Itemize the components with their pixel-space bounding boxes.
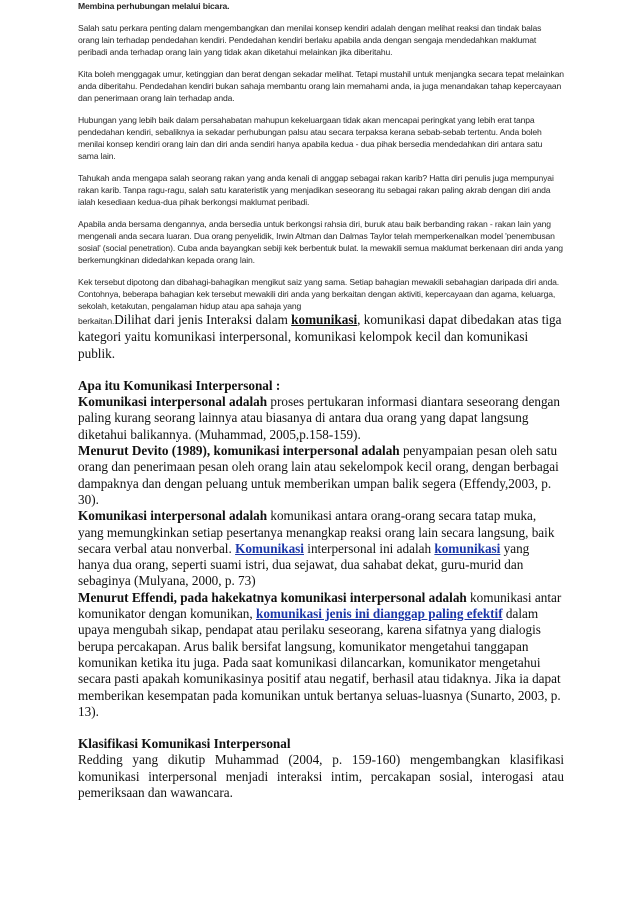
komunikasi-link[interactable]: komunikasi <box>291 312 358 327</box>
definition-3-text-a: komunikasi antara orang-orang secara tatap muka, yang memungkinkan setiap pesertanya menangkap reaksi orang lain secara langsung, baik secara verbal atau nonverbal. <box>78 508 555 556</box>
definition-4-bold: Menurut Effendi, pada hakekatnya komunikasi interpersonal adalah <box>78 589 467 605</box>
komunikasi-link[interactable]: Komunikasi <box>235 540 304 556</box>
section-title: Membina perhubungan melalui bicara. <box>78 1 230 11</box>
definition-3-text-c: yang hanya dua orang, seperti suami istri, dua sejawat, dua sahabat dekat, guru-murid dan sebaginya (Mulyana, 2000, p. 73) <box>78 540 530 589</box>
classification-paragraph: Redding yang dikutip Muhammad (2004, p. 159-160) mengembangkan klasifikasi komunikasi interpersonal menjadi interaksi intim, percakapan sosial, interogasi atau pemeriksaan dan wawancara. <box>78 752 564 801</box>
definition-4-text-b: dalam upaya mengubah sikap, pendapat atau perilaku seseorang, karena sifatnya yang dialogis berupa percakapan. Arus balik bersifat langsung, komunikator mengetahui tanggapan komunikan ketika itu juga. Pada saat komunikasi dilancarkan, komunikator mengetahui secara pasti apakah komunikasinya positif atau negatif, berhasil atau tidaknya. Jika ia dapat memberikan kesempatan pada komunikan untuk bertanya seluas-luasnya (Sunarto, 2003, p. 13). <box>78 606 561 719</box>
definition-1 <box>78 394 564 443</box>
transition-lead: berkaitan. <box>78 316 115 326</box>
definition-3-text-b: interpersonal ini adalah <box>303 540 435 556</box>
definition-4 <box>78 590 564 720</box>
paragraph: Tahukah anda mengapa salah seorang rakan yang anda kenali di anggap sebagai rakan karib? Hatta diri penulis juga mempunyai rakan karib. Tanpa ragu-ragu, salah satu karateristik yang menjadikan seseorang itu sebagai rakan paling akrab dengan diri anda ialah kesediaan kedua-dua pihak berkongsi maklumat peribadi. <box>78 173 554 207</box>
transition-text-b: , komunikasi dapat dibedakan atas tiga kategori yaitu komunikasi interpersonal, komunikasi kelompok kecil dan komunikasi publik. <box>78 312 562 361</box>
sans-section <box>78 0 564 312</box>
definition-2 <box>78 443 564 508</box>
heading-apa-itu: Apa itu Komunikasi Interpersonal : <box>78 377 281 393</box>
paragraph: Hubungan yang lebih baik dalam persahabatan mahupun kekeluargaan tidak akan mencapai peringkat yang lebih erat tanpa pendedahan kendiri, sebaliknya ia sekadar perhubungan palsu atau secara terpaksa kerana sebab-sebab tertentu. Anda boleh menilai konsep kendiri orang lain dan diri anda sendiri hanya apabila kedua - dua pihak bersedia mendedahkan diri antara satu sama lain. <box>78 115 543 161</box>
paragraph: Kek tersebut dipotong dan dibahagi-bahagikan mengikut saiz yang sama. Setiap bahagian mewakili sebahagian daripada diri anda. Contohnya, beberapa bahagian kek tersebut mewakili diri anda yang berkaitan dengan aktiviti, kepercayaan dan agama, keluarga, sekolah, ketakutan, pengalaman hidup atau apa sahaja yang <box>78 277 559 311</box>
komunikasi-efektif-link[interactable]: komunikasi jenis ini dianggap paling efektif <box>256 606 503 622</box>
definition-1-text: proses pertukaran informasi diantara seseorang dengan paling kurang seorang lainnya atau biasanya di antara dua orang yang dapat langsung diketahui balikannya. (Muhammad, 2005,p.158-159). <box>78 394 561 442</box>
transition-paragraph <box>78 312 564 362</box>
heading-klasifikasi: Klasifikasi Komunikasi Interpersonal <box>78 736 291 752</box>
definition-2-text: penyampaian pesan oleh satu orang dan penerimaan pesan oleh orang lain atau sekelompok kecil orang, dengan berbagai dampaknya dan dengan peluang untuk memberikan umpan balik segera (Effendy,2003, p. 30). <box>78 443 559 507</box>
paragraph: Salah satu perkara penting dalam mengembangkan dan menilai konsep kendiri adalah dengan melihat reaksi dan tindak balas orang lain terhadap pendedahan kendiri. Pendedahan kendiri berlaku apabila anda dengan sengaja mendedahkan maklumat peribadi anda terhadap orang lain yang tidak akan diketahui melainkan jika diberitahu. <box>78 23 542 57</box>
definition-4-text-a: komunikasi antar komunikator dengan komunikan, <box>78 589 562 622</box>
transition-text-a: Dilihat dari jenis Interaksi dalam <box>114 312 292 327</box>
definition-3 <box>78 508 564 589</box>
komunikasi-link[interactable]: komunikasi <box>434 540 501 556</box>
document-page <box>78 0 564 801</box>
paragraph: Kita boleh menggagak umur, ketinggian dan berat dengan sekadar melihat. Tetapi mustahil untuk menjangka secara tepat melainkan anda diberitahu. Pendedahan kendiri bukan sahaja membantu orang lain memahami anda, ia juga menandakan tahap kepercayaan dan penerimaan orang lain terhadap anda. <box>78 69 564 103</box>
serif-section <box>78 378 564 801</box>
definition-2-bold: Menurut Devito (1989), komunikasi interpersonal adalah <box>78 443 400 459</box>
definition-3-bold: Komunikasi interpersonal adalah <box>78 508 268 524</box>
paragraph: Apabila anda bersama dengannya, anda bersedia untuk berkongsi rahsia diri, buruk atau baik berbanding rakan - rakan lain yang mengenali anda secara luaran. Dua orang penyelidik, Irwin Altman dan Dalmas Taylor telah memperkenalkan model 'penembusan sosial' (social penetration). Cuba anda bayangkan sebiji kek berbentuk bulat. Ia mewakili semua maklumat berkenaan diri anda yang berkemungkinan didedahkan kepada orang lain. <box>78 219 563 265</box>
definition-1-bold: Komunikasi interpersonal adalah <box>78 394 268 410</box>
